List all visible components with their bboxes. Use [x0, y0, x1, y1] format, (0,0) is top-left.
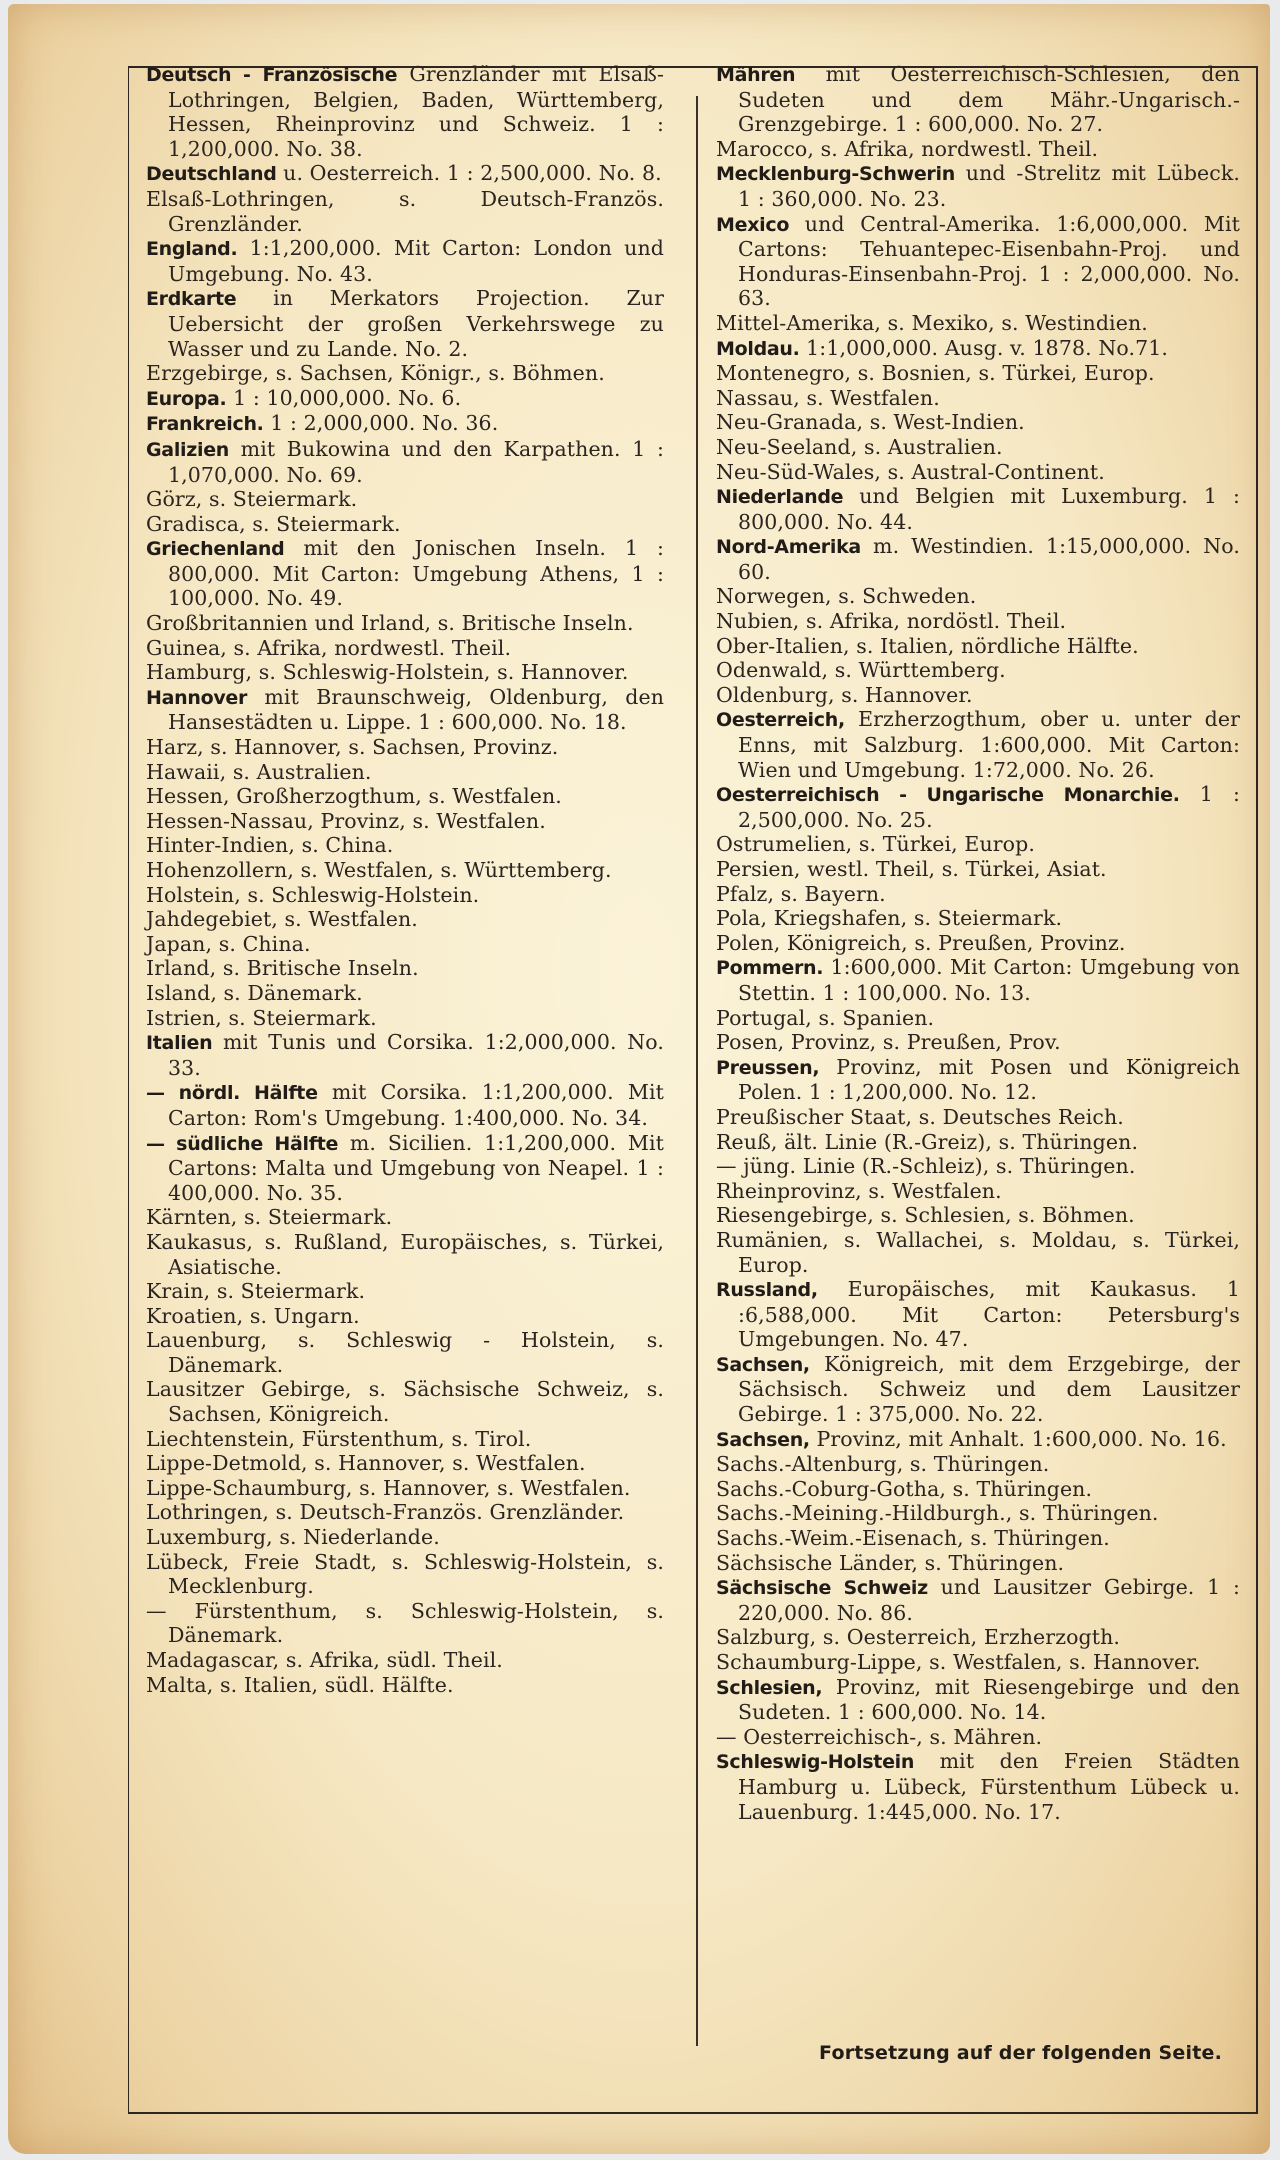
entry-text: Provinz, mit Posen und Königreich Polen. 1 : 1,200,000. No. 12. [738, 1054, 1240, 1105]
index-entry [146, 1500, 664, 1525]
entry-text: Provinz, mit Riesengebirge und den Sudeten. 1 : 600,000. No. 14. [738, 1674, 1240, 1725]
entry-text: und Lausitzer Gebirge. 1 : 220,000. No. 86. [738, 1575, 1240, 1625]
index-entry [146, 236, 664, 286]
index-entry [716, 658, 1240, 683]
index-entry [716, 857, 1240, 882]
index-entry [716, 460, 1240, 485]
entry-text: und -Strelitz mit Lübeck. 1 : 360,000. No. 23. [738, 161, 1240, 211]
entry-text: Görz, s. Steiermark. [146, 487, 358, 512]
entry-text: Hinter-Indien, s. China. [146, 833, 394, 858]
entry-text: Norwegen, s. Schweden. [716, 584, 977, 609]
index-entry [146, 487, 664, 512]
index-entry [146, 636, 664, 661]
entry-heading: Italien [146, 1032, 213, 1055]
entry-text: Europäisches, mit Kaukasus. 1 :6,588,000. Mit Carton: Petersburg's Umgebungen. No. 47. [738, 1277, 1240, 1352]
left-column [146, 62, 664, 1697]
entry-text: Persien, westl. Theil, s. Türkei, Asiat. [716, 857, 1107, 881]
index-entry [146, 1304, 664, 1329]
entry-text: Preußischer Staat, s. Deutsches Reich. [716, 1104, 1124, 1129]
entry-text: Riesengebirge, s. Schlesien, s. Böhmen. [716, 1203, 1135, 1228]
index-entry [716, 161, 1240, 211]
index-entry [716, 882, 1240, 907]
index-entry [146, 685, 664, 735]
index-entry [146, 883, 664, 908]
entry-text: Hessen, Großherzogthum, s. Westfalen. [146, 784, 562, 809]
entry-heading: Erdkarte [146, 288, 237, 311]
index-entry [146, 1006, 664, 1031]
index-entry [716, 1352, 1240, 1427]
entry-text: Holstein, s. Schleswig-Holstein. [146, 882, 480, 907]
index-entry [146, 809, 664, 834]
index-entry [716, 832, 1240, 857]
entry-text: mit Bukowina und den Karpathen. 1 : 1,070,000. No. 69. [168, 436, 664, 487]
entry-heading: Niederlande [716, 486, 844, 509]
entry-text: Lübeck, Freie Stadt, s. Schleswig-Holstein, s. Mecklenburg. [146, 1549, 664, 1599]
index-entry [716, 212, 1240, 311]
entry-text: 1 : 2,500,000. No. 25. [738, 782, 1240, 832]
index-entry [716, 336, 1240, 362]
entry-text: Hessen-Nassau, Provinz, s. Westfalen. [146, 808, 546, 833]
index-entry [716, 62, 1240, 137]
entry-text: Montenegro, s. Bosnien, s. Türkei, Europ. [716, 361, 1155, 386]
index-entry [146, 981, 664, 1006]
entry-text: Provinz, mit Anhalt. 1:600,000. No. 16. [809, 1426, 1227, 1451]
entry-text: Lausitzer Gebirge, s. Sächsische Schweiz, s. Sachsen, Königreich. [146, 1377, 664, 1427]
entry-text: Oldenburg, s. Hannover. [716, 682, 973, 707]
entry-text: Hawaii, s. Australien. [146, 759, 372, 784]
column-divider [696, 96, 698, 2046]
entry-text: Madagascar, s. Afrika, südl. Theil. [146, 1648, 503, 1672]
index-entry [716, 1675, 1240, 1725]
index-entry [716, 1551, 1240, 1576]
entry-heading: Sachsen, [716, 1428, 810, 1451]
entry-text: Liechtenstein, Fürstenthum, s. Tirol. [146, 1426, 532, 1451]
entry-text: Erzgebirge, s. Sachsen, Königr., s. Böhmen. [146, 361, 605, 386]
index-entry [146, 1525, 664, 1550]
index-entry [716, 1625, 1240, 1650]
entry-text: Nassau, s. Westfalen. [716, 385, 940, 410]
entry-text: und Belgien mit Luxemburg. 1 : 800,000. No. 44. [738, 484, 1240, 534]
index-entry [716, 1277, 1240, 1352]
entry-heading: Schleswig-Holstein [716, 1751, 915, 1774]
index-entry [146, 161, 664, 187]
entry-text: 1:1,000,000. Ausg. v. 1878. No.71. [799, 335, 1168, 360]
entry-text: u. Oesterreich. 1 : 2,500,000. No. 8. [276, 161, 662, 186]
index-entry [146, 1599, 664, 1648]
entry-text: mit den Jonischen Inseln. 1 : 800,000. Mit Carton: Umgebung Athens, 1 : 100,000. No. 49. [168, 536, 664, 611]
entry-text: Sachs.-Meining.-Hildburgh., s. Thüringen. [716, 1501, 1159, 1526]
index-entry [146, 1427, 664, 1452]
entry-heading: Sächsische Schweiz [716, 1577, 928, 1600]
page-paper [8, 4, 1270, 2154]
index-entry [146, 611, 664, 636]
entry-text: Ober-Italien, s. Italien, nördliche Hälfte. [716, 633, 1139, 658]
index-entry [146, 1205, 664, 1230]
entry-heading: Galizien [146, 438, 230, 461]
entry-text: Ostrumelien, s. Türkei, Europ. [716, 832, 1035, 857]
entry-text: Guinea, s. Afrika, nordwestl. Theil. [146, 635, 512, 660]
entry-text: Salzburg, s. Oesterreich, Erzherzogth. [716, 1625, 1121, 1650]
entry-text: Lippe-Schaumburg, s. Hannover, s. Westfalen. [146, 1475, 631, 1500]
index-entry [716, 584, 1240, 609]
entry-text: Hohenzollern, s. Westfalen, s. Württemberg. [146, 858, 612, 882]
entry-heading: Mecklenburg-Schwerin [716, 163, 955, 186]
entry-text: m. Westindien. 1:15,000,000. No. 60. [738, 534, 1240, 584]
entry-text: — Fürstenthum, s. Schleswig-Holstein, s. Dänemark. [146, 1598, 664, 1648]
index-entry [716, 1179, 1240, 1204]
right-column [716, 62, 1240, 1824]
entry-text: Gradisca, s. Steiermark. [146, 511, 401, 536]
entry-heading: Deutschland [146, 163, 277, 186]
entry-text: Lippe-Detmold, s. Hannover, s. Westfalen. [146, 1451, 586, 1476]
entry-text: 1 : 10,000,000. No. 6. [226, 385, 462, 410]
index-entry [146, 437, 664, 487]
index-entry [146, 833, 664, 858]
index-entry [146, 286, 664, 361]
entry-text: Schaumburg-Lippe, s. Westfalen, s. Hannover. [716, 1650, 1201, 1674]
index-entry [146, 386, 664, 412]
index-entry [146, 411, 664, 437]
index-entry [716, 410, 1240, 435]
entry-heading: — nördl. Hälfte [146, 1082, 318, 1105]
entry-text: Marocco, s. Afrika, nordwestl. Theil. [716, 136, 1099, 161]
index-entry [716, 1006, 1240, 1031]
index-entry [146, 1673, 664, 1698]
entry-text: Jahdegebiet, s. Westfalen. [146, 907, 418, 932]
index-entry [146, 660, 664, 685]
entry-heading: Oesterreich, [716, 709, 845, 732]
entry-text: Sachs.-Coburg-Gotha, s. Thüringen. [716, 1476, 1093, 1501]
index-entry [146, 536, 664, 611]
entry-heading: Moldau. [716, 337, 800, 360]
index-entry [716, 931, 1240, 956]
index-entry [146, 1131, 664, 1206]
entry-heading: Griechenland [146, 538, 285, 561]
index-entry [146, 1377, 664, 1426]
entry-text: 1:1,200,000. Mit Carton: London und Umgebung. No. 43. [168, 236, 664, 286]
entry-text: Großbritannien und Irland, s. Britische Inseln. [146, 611, 634, 636]
index-entry [716, 1526, 1240, 1551]
index-entry [716, 1130, 1240, 1155]
index-entry [716, 1228, 1240, 1277]
entry-text: Pfalz, s. Bayern. [716, 881, 886, 906]
index-entry [716, 311, 1240, 336]
entry-text: mit den Freien Städten Hamburg u. Lübeck, Fürstenthum Lübeck u. Lauenburg. 1:445,000. No. 17. [738, 1749, 1240, 1824]
entry-text: Königreich, mit dem Erzgebirge, der Sächsisch. Schweiz und dem Lausitzer Gebirge. 1 : 375,000. No. 22. [738, 1351, 1240, 1427]
entry-text: Reuß, ält. Linie (R.-Greiz), s. Thüringen. [716, 1129, 1139, 1154]
entry-heading: England. [146, 238, 238, 261]
entry-heading: Sachsen, [716, 1353, 810, 1376]
entry-text: mit Corsika. 1:1,200,000. Mit Carton: Rom's Umgebung. 1:400,000. No. 34. [168, 1080, 664, 1130]
entry-heading: Hannover [146, 686, 248, 709]
entry-text: Nubien, s. Afrika, nordöstl. Theil. [716, 609, 1067, 634]
entry-text: Polen, Königreich, s. Preußen, Provinz. [716, 930, 1126, 955]
index-entry [146, 1328, 664, 1377]
index-entry [146, 62, 664, 161]
entry-heading: Oesterreichisch - Ungarische Monarchie. [716, 784, 1180, 807]
index-entry [716, 435, 1240, 460]
entry-heading: Europa. [146, 387, 227, 410]
index-entry [716, 484, 1240, 534]
entry-heading: Mexico [716, 213, 790, 236]
entry-text: Luxemburg, s. Niederlande. [146, 1525, 440, 1550]
entry-text: Lauenburg, s. Schleswig - Holstein, s. Dänemark. [146, 1328, 664, 1377]
index-entry [716, 361, 1240, 386]
index-entry [716, 137, 1240, 162]
index-entry [716, 1203, 1240, 1228]
index-entry [716, 1427, 1240, 1453]
entry-text: Lothringen, s. Deutsch-Französ. Grenzländer. [146, 1500, 625, 1525]
entry-text: und Central-Amerika. 1:6,000,000. Mit Cartons: Tehuantepec-Eisenbahn-Proj. und Honduras-Einsenbahn-Proj. 1 : 2,000,000. No. 63. [738, 211, 1240, 311]
entry-text: Sachs.-Altenburg, s. Thüringen. [716, 1452, 1050, 1477]
index-entry [146, 512, 664, 537]
entry-text: — jüng. Linie (R.-Schleiz), s. Thüringen. [716, 1154, 1136, 1179]
index-entry [716, 534, 1240, 584]
entry-text: Kärnten, s. Steiermark. [146, 1205, 393, 1230]
index-entry [146, 932, 664, 957]
entry-text: Hamburg, s. Schleswig-Holstein, s. Hannover. [146, 660, 629, 685]
entry-text: 1:600,000. Mit Carton: Umgebung von Stettin. 1 : 100,000. No. 13. [738, 955, 1240, 1005]
index-entry [716, 782, 1240, 832]
entry-heading: Pommern. [716, 957, 824, 980]
index-entry [716, 1725, 1240, 1750]
index-entry [716, 1452, 1240, 1477]
entry-text: Japan, s. China. [146, 931, 311, 956]
index-entry [716, 955, 1240, 1005]
entry-text: Posen, Provinz, s. Preußen, Prov. [716, 1030, 1061, 1055]
entry-text: Sächsische Länder, s. Thüringen. [716, 1550, 1065, 1575]
index-entry [146, 361, 664, 386]
entry-heading: — südliche Hälfte [146, 1132, 339, 1155]
index-entry [716, 683, 1240, 708]
entry-text: Odenwald, s. Württemberg. [716, 658, 1006, 683]
entry-text: Harz, s. Hannover, s. Sachsen, Provinz. [146, 735, 559, 760]
entry-text: Grenzländer mit Elsaß-Lothringen, Belgien, Baden, Württemberg, Hessen, Rheinprovinz und Schweiz. 1 : 1,200,000. No. 38. [168, 62, 665, 161]
entry-text: Krain, s. Steiermark. [146, 1279, 366, 1304]
index-entry [146, 187, 664, 236]
entry-text: mit Oesterreichisch-Schlesien, den Sudeten und dem Mähr.-Ungarisch.-Grenzgebirge. 1 : 600,000. No. 27. [738, 62, 1240, 137]
entry-heading: Nord-Amerika [716, 536, 861, 559]
entry-text: Rumänien, s. Wallachei, s. Moldau, s. Türkei, Europ. [716, 1227, 1240, 1277]
entry-text: — Oesterreichisch-, s. Mähren. [716, 1724, 1043, 1749]
index-entry [146, 1279, 664, 1304]
entry-text: Kaukasus, s. Rußland, Europäisches, s. Türkei, Asiatische. [146, 1229, 664, 1279]
index-entry [146, 1030, 664, 1080]
index-entry [146, 1648, 664, 1673]
index-entry [716, 1055, 1240, 1105]
entry-heading: Mähren [716, 64, 796, 86]
index-entry [146, 735, 664, 760]
entry-text: Pola, Kriegshafen, s. Steiermark. [716, 906, 1063, 931]
entry-text: Malta, s. Italien, südl. Hälfte. [146, 1672, 454, 1697]
index-entry [716, 1030, 1240, 1055]
index-entry [146, 1476, 664, 1501]
entry-text: mit Braunschweig, Oldenburg, den Hansestädten u. Lippe. 1 : 600,000. No. 18. [168, 684, 664, 735]
index-entry [146, 1550, 664, 1599]
index-entry [146, 1451, 664, 1476]
index-entry [146, 1080, 664, 1130]
entry-heading: Frankreich. [146, 413, 264, 436]
entry-text: mit Tunis und Corsika. 1:2,000,000. No. 33. [168, 1030, 664, 1080]
entry-text: Portugal, s. Spanien. [716, 1005, 935, 1030]
index-entry [716, 634, 1240, 659]
index-entry [716, 609, 1240, 634]
entry-text: Rheinprovinz, s. Westfalen. [716, 1178, 1002, 1203]
index-entry [716, 707, 1240, 782]
index-entry [716, 1650, 1240, 1675]
entry-text: m. Sicilien. 1:1,200,000. Mit Cartons: Malta und Umgebung von Neapel. 1 : 400,000. No. 35. [168, 1130, 664, 1205]
entry-text: in Merkators Projection. Zur Uebersicht der großen Verkehrswege zu Wasser und zu Lande. No. 2. [168, 286, 664, 361]
index-entry [146, 907, 664, 932]
index-entry [716, 1477, 1240, 1502]
index-entry [716, 1501, 1240, 1526]
entry-text: Island, s. Dänemark. [146, 980, 363, 1005]
entry-heading: Deutsch - Französische [146, 64, 398, 86]
entry-text: Sachs.-Weim.-Eisenach, s. Thüringen. [716, 1526, 1110, 1551]
index-entry [716, 386, 1240, 411]
entry-text: Erzherzogthum, ober u. unter der Enns, mit Salzburg. 1:600,000. Mit Carton: Wien und Umgebung. 1:72,000. No. 26. [738, 707, 1240, 782]
index-entry [146, 1230, 664, 1279]
index-entry [716, 906, 1240, 931]
index-entry [146, 760, 664, 785]
entry-heading: Russland, [716, 1279, 818, 1302]
index-entry [716, 1105, 1240, 1130]
entry-text: Irland, s. Britische Inseln. [146, 956, 419, 981]
index-entry [716, 1575, 1240, 1625]
entry-text: Elsaß-Lothringen, s. Deutsch-Französ. Grenzländer. [146, 186, 664, 236]
entry-text: Neu-Granada, s. West-Indien. [716, 410, 1025, 435]
entry-text: Kroatien, s. Ungarn. [146, 1303, 360, 1328]
index-entry [146, 858, 664, 883]
entry-text: Neu-Seeland, s. Australien. [716, 434, 1003, 459]
entry-text: Istrien, s. Steiermark. [146, 1005, 377, 1030]
entry-text: Neu-Süd-Wales, s. Austral-Continent. [716, 459, 1105, 484]
index-entry [146, 784, 664, 809]
entry-heading: Preussen, [716, 1056, 820, 1079]
continuation-note: Fortsetzung auf der folgenden Seite. [819, 2042, 1222, 2064]
index-entry [146, 956, 664, 981]
entry-heading: Schlesien, [716, 1676, 823, 1699]
entry-text: 1 : 2,000,000. No. 36. [263, 411, 499, 436]
index-entry [716, 1154, 1240, 1179]
index-entry [716, 1749, 1240, 1824]
entry-text: Mittel-Amerika, s. Mexiko, s. Westindien. [716, 310, 1148, 335]
